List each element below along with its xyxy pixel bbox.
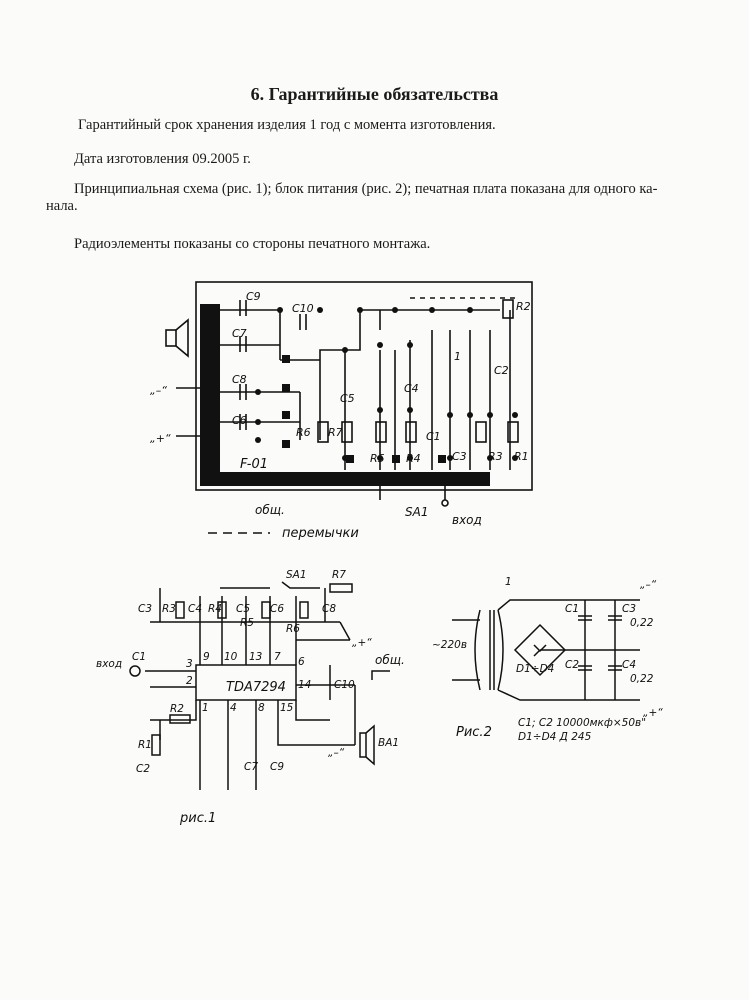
fig1-pin-2: 2 [186,675,193,687]
pcb-label-r2: R2 [516,300,531,313]
pcb-label-c3: C3 [452,450,467,463]
warranty-text: Гарантийный срок хранения изделия 1 год с момента изготовления. [78,117,496,133]
pcb-label-r5: R5 [370,452,385,465]
pcb-label-c10: C10 [292,302,314,315]
fig2-label-c3: C3 [622,603,637,615]
fig2-label-022-bottom: 0,22 [630,673,654,685]
pcb-label-c7: C7 [232,327,247,340]
pcb-label-c5: C5 [340,392,355,405]
fig1-label-r4: R4 [208,603,222,615]
pcb-label-one: 1 [454,350,461,363]
pcb-label-r6: R6 [296,426,311,439]
pcb-capacitors [240,300,306,430]
pcb-label-r4: R4 [406,452,421,465]
fig2-wires [452,600,640,700]
fig1-label-plus: „+“ [352,637,372,649]
fig1-pin-9: 9 [203,651,210,663]
fig1-caption: рис.1 [180,811,217,826]
fig1-label-ba1: BA1 [378,737,400,749]
fig1-pin-3: 3 [186,658,193,670]
fig1-pin-7: 7 [274,651,281,663]
pcb-r3 [476,422,486,442]
pcb-label-r1: R1 [514,450,529,463]
fig1-label-vhod: вход [96,658,123,670]
fig1-label-r3: R3 [162,603,176,615]
fig1-chip-label: TDA7294 [226,680,286,695]
components-note: Радиоэлементы показаны со стороны печатного монтажа. [74,236,431,252]
fig2-labels [432,576,663,743]
fig2-label-c1: C1 [565,603,580,615]
speaker-cone [176,320,188,356]
pcb-traces [220,310,510,470]
pcb-label-vhod: вход [452,513,482,527]
fig1-label-c10: C10 [334,679,355,691]
pcb-r7 [342,422,352,442]
pcb-label-c1: C1 [426,430,441,443]
schema-line-2: нала. [46,198,78,214]
pcb-label-peremychki: перемычки [282,526,359,541]
fig1-r1 [152,735,160,755]
fig1-pin-14: 14 [298,679,312,691]
fig1-label-r2: R2 [170,703,184,715]
pcb-label-r3: R3 [488,450,503,463]
speaker-icon [166,330,176,346]
fig1-r7 [330,584,352,592]
fig1-label-c5: C5 [236,603,251,615]
pcb-label-r7: R7 [328,426,343,439]
pcb-layout [166,282,532,533]
fig1-pin-1: 1 [202,702,209,714]
fig1-ground-mark [372,671,390,680]
pcb-label-c8: C8 [232,373,247,386]
fig1-pin-15: 15 [280,702,294,714]
fig1-label-r7: R7 [332,569,346,581]
fig1-label-sa1: SA1 [286,569,307,581]
fig1-r2 [170,715,190,723]
pcb-r4 [406,422,416,442]
pcb-label-plus: „+“ [150,432,171,445]
fig1-label-c9: C9 [270,761,285,773]
fig1-pin-8: 8 [258,702,265,714]
fig1-labels [96,569,405,826]
fig1-pin-10: 10 [224,651,238,663]
fig2-caption: Рис.2 [456,725,492,740]
fig2-label-one: 1 [505,576,512,588]
pcb-label-c2: C2 [494,364,509,377]
pcb-label-c4: C4 [404,382,419,395]
pcb-label-minus: „–“ [150,384,167,397]
pcb-ground-strip [200,304,220,484]
fig1-label-obsh: общ. [375,653,405,667]
manufacture-date-text: Дата изготовления 09.2005 г. [74,151,251,167]
fig1-label-c1: C1 [132,651,147,663]
fig2-power-supply [452,600,640,700]
pcb-r5 [376,422,386,442]
fig2-note-capacitors: C1; C2 10000мкф×50в" [518,717,647,729]
fig1-label-c4: C4 [188,603,203,615]
fig1-label-r6: R6 [286,623,300,635]
pcb-label-c6: C6 [232,414,247,427]
fig1-pin-6: 6 [298,656,305,668]
pcb-label-sa1: SA1 [405,505,429,519]
fig2-label-c2: C2 [565,659,580,671]
fig2-label-c4: C4 [622,659,637,671]
pcb-label-c9: C9 [246,290,261,303]
pcb-r2 [503,300,513,318]
fig2-label-plus: „+“ [643,707,663,719]
fig1-r6 [300,602,308,618]
pcb-label-obsh: общ. [255,503,285,517]
fig1-r5 [262,602,270,618]
pcb-input-terminal [442,500,448,506]
section-heading: 6. Гарантийные обязательства [250,84,499,104]
speaker-ba1-icon [360,726,374,764]
schema-line-1: Принципиальная схема (рис. 1); блок питания (рис. 2); печатная плата показана для одного ка- [74,181,658,197]
fig1-label-c2: C2 [136,763,151,775]
fig2-label-minus: „–“ [640,579,657,591]
fig1-input-jack [130,666,140,676]
fig1-label-c6: C6 [270,603,285,615]
fig1-label-r1: R1 [138,739,152,751]
fig2-label-ac: ~220в [432,639,468,651]
fig1-label-r5: R5 [240,617,254,629]
fig1-label-c7: C7 [244,761,259,773]
pcb-label-f01: F-01 [240,457,268,472]
fig2-label-bridge: D1÷D4 [516,663,555,675]
fig1-label-c3: C3 [138,603,153,615]
fig2-label-022-top: 0,22 [630,617,654,629]
pcb-ground-bottom [200,472,490,486]
fig2-note-diodes: D1÷D4 Д 245 [518,731,592,743]
fig1-label-c8: C8 [322,603,337,615]
fig1-r3 [176,602,184,618]
fig1-label-minus: „–“ [328,747,345,759]
fig1-pin-4: 4 [230,702,237,714]
fig1-pin-13: 13 [249,651,263,663]
